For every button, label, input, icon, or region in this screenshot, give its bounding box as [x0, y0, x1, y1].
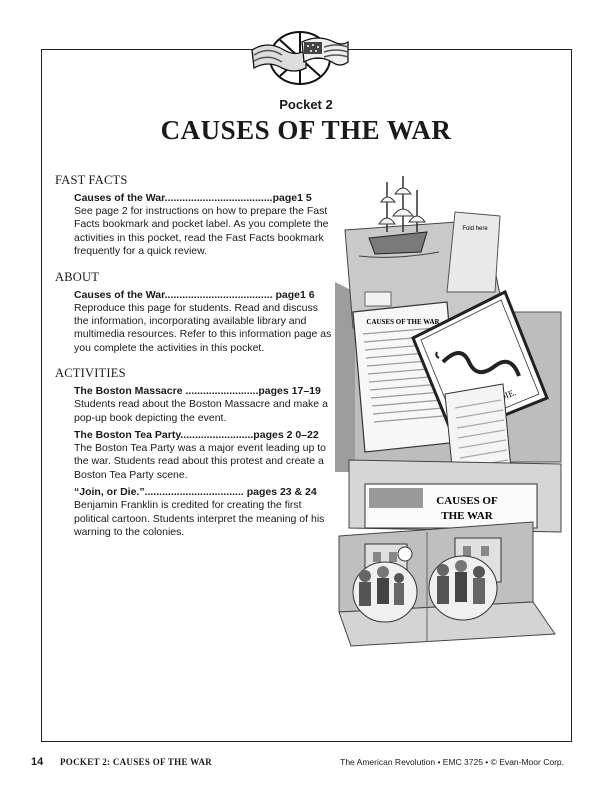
section-heading: ABOUT: [55, 269, 100, 284]
list-item: [74, 485, 335, 539]
item-heading: “Join, or Die.”.................................. pages 23 & 24: [74, 486, 317, 499]
item-heading: Causes of the War.....................................page1 5: [74, 192, 312, 204]
list-item: [74, 288, 335, 356]
item-description: Benjamin Franklin is credited for creating the first political cartoon. Students interpret the meaning of his warning to the colonies.: [74, 499, 325, 539]
list-item: [74, 384, 335, 425]
cartoon-text: DIE.: [497, 387, 518, 403]
pocket-label-line-2: THE WAR: [441, 510, 493, 522]
pocket-activities-illustration: [335, 172, 570, 652]
item-heading: The Boston Massacre .........................pages 17–19: [74, 385, 321, 398]
pocket-label: Pocket 2: [279, 97, 333, 112]
boston-tea-party-scene: [339, 522, 555, 646]
page-number: 14: [31, 756, 44, 768]
about-card-label: CAUSES OF THE WAR: [366, 318, 440, 326]
item-description: The Boston Tea Party was a major event leading up to the war. Students read about this protest and create a Boston Tea Party scene.: [74, 442, 326, 481]
revolution-emblem: [248, 22, 352, 88]
page-title: CAUSES OF THE WAR: [160, 115, 452, 145]
section-activities: [55, 366, 335, 539]
section-about: [55, 270, 335, 356]
running-head: POCKET 2: CAUSES OF THE WAR: [60, 757, 213, 767]
pocket-contents: [55, 173, 335, 551]
item-description: Students read about the Boston Massacre and make a pop-up book depicting the event.: [74, 398, 328, 424]
pocket-front: [349, 460, 561, 532]
item-heading: Causes of the War..................................... page1 6: [74, 288, 315, 301]
page-footer: [0, 756, 612, 772]
item-description: Reproduce this page for students. Read and discuss the information, incorporating available library and multimedia resources. Refer to this information page as you complete the activities in this pocket.: [74, 301, 332, 354]
pocket-label-line-1: CAUSES OF: [436, 495, 498, 507]
section-fast-facts: [55, 173, 335, 259]
svg-text:Fold here: Fold here: [462, 226, 488, 232]
section-heading: ACTIVITIES: [55, 366, 126, 381]
publisher-credit: The American Revolution • EMC 3725 • © Evan-Moor Corp.: [340, 757, 564, 767]
item-description: See page 2 for instructions on how to prepare the Fast Facts bookmark and pocket label. As you complete the activities in this pocket, read the Fast Facts bookmark frequently for a quick review.: [74, 205, 329, 258]
item-heading: The Boston Tea Party.........................pages 2 0–22: [74, 429, 319, 442]
list-item: [74, 428, 335, 482]
list-item: [74, 191, 335, 259]
section-heading: FAST FACTS: [55, 173, 128, 187]
